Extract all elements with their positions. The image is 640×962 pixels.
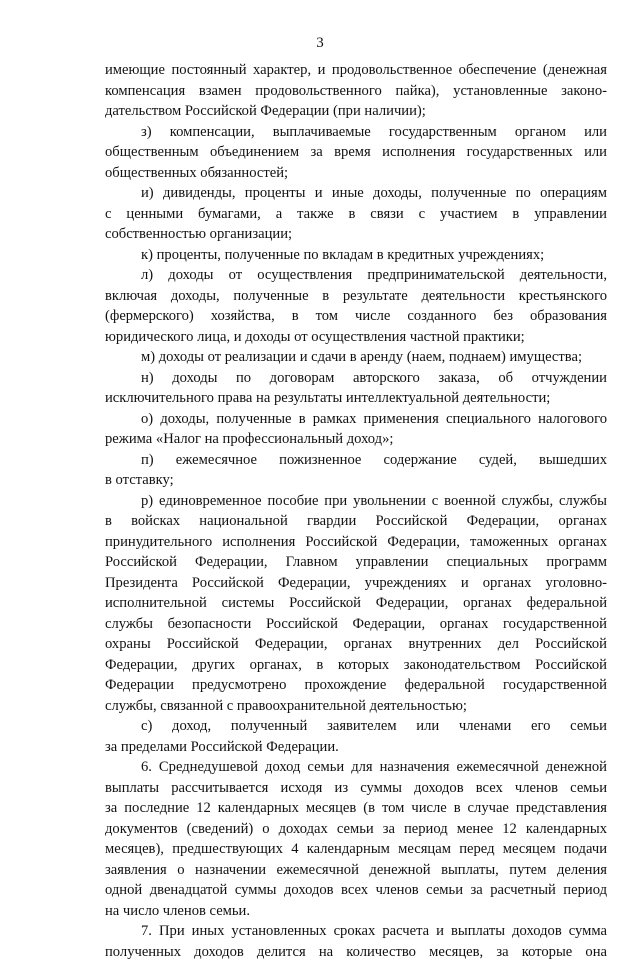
- text-line: выплаты рассчитывается исходя из суммы доходов всех членов семьи: [105, 778, 607, 799]
- document-body: [105, 60, 607, 962]
- text-line: за пределами Российской Федерации.: [105, 737, 607, 758]
- text-line: месяцев), предшествующих 4 календарным месяцам перед месяцем подачи: [105, 839, 607, 860]
- text-line: Федерации, других органах, в которых законодательством Российской: [105, 655, 607, 676]
- text-line: исполнительной системы Российской Федерации, органах федеральной: [105, 593, 607, 614]
- text-line: и) дивиденды, проценты и иные доходы, полученные по операциям: [105, 183, 607, 204]
- paragraph-item-s: [105, 716, 607, 757]
- text-line: о) доходы, полученные в рамках применения специального налогового: [105, 409, 607, 430]
- text-line: охраны Российской Федерации, органах внутренних дел Российской: [105, 634, 607, 655]
- paragraph-item-6: [105, 757, 607, 921]
- text-line: документов (сведений) о доходах семьи за период менее 12 календарных: [105, 819, 607, 840]
- text-line: Федерации предусмотрено прохождение федеральной государственной: [105, 675, 607, 696]
- text-line: Российской Федерации, Главном управлении специальных программ: [105, 552, 607, 573]
- paragraph-item-p: [105, 450, 607, 491]
- text-line: в отставку;: [105, 470, 607, 491]
- text-line: м) доходы от реализации и сдачи в аренду (наем, поднаем) имущества;: [105, 347, 607, 368]
- text-line: компенсация взамен продовольственного пайка), установленные законо-: [105, 81, 607, 102]
- text-line: включая доходы, полученные в результате деятельности крестьянского: [105, 286, 607, 307]
- text-line: имеющие постоянный характер, и продовольственное обеспечение (денежная: [105, 60, 607, 81]
- text-line: за последние 12 календарных месяцев (в том числе в случае представления: [105, 798, 607, 819]
- text-line: п) ежемесячное пожизненное содержание судей, вышедших: [105, 450, 607, 471]
- text-line: с ценными бумагами, а также в связи с участием в управлении: [105, 204, 607, 225]
- text-line: Президента Российской Федерации, учреждениях и органах уголовно-: [105, 573, 607, 594]
- page-number: 3: [0, 34, 640, 52]
- paragraph-item-7: [105, 921, 607, 962]
- text-line: з) компенсации, выплачиваемые государственным органом или: [105, 122, 607, 143]
- paragraph-item-m: [105, 347, 607, 368]
- paragraph-item-o: [105, 409, 607, 450]
- paragraph-item-k: [105, 245, 607, 266]
- text-line: одной двенадцатой суммы доходов всех членов семьи за расчетный период: [105, 880, 607, 901]
- text-line: к) проценты, полученные по вкладам в кредитных учреждениях;: [105, 245, 607, 266]
- text-line: 7. При иных установленных сроках расчета и выплаты доходов сумма: [105, 921, 607, 942]
- text-line: р) единовременное пособие при увольнении с военной службы, службы: [105, 491, 607, 512]
- text-line: н) доходы по договорам авторского заказа, об отчуждении: [105, 368, 607, 389]
- text-line: полученных доходов делится на количество месяцев, за которые она: [105, 942, 607, 962]
- text-line: собственностью организации;: [105, 224, 607, 245]
- text-line: (фермерского) хозяйства, в том числе созданного без образования: [105, 306, 607, 327]
- text-line: исключительного права на результаты интеллектуальной деятельности;: [105, 388, 607, 409]
- text-line: службы, связанной с правоохранительной деятельностью;: [105, 696, 607, 717]
- text-line: общественных обязанностей;: [105, 163, 607, 184]
- text-line: юридического лица, и доходы от осуществления частной практики;: [105, 327, 607, 348]
- text-line: режима «Налог на профессиональный доход»;: [105, 429, 607, 450]
- text-line: в войсках национальной гвардии Российской Федерации, органах: [105, 511, 607, 532]
- text-line: на число членов семьи.: [105, 901, 607, 922]
- paragraph-continuation: [105, 60, 607, 122]
- text-line: общественным объединением за время исполнения государственных или: [105, 142, 607, 163]
- text-line: службы безопасности Российской Федерации, органах государственной: [105, 614, 607, 635]
- text-line: дательством Российской Федерации (при наличии);: [105, 101, 607, 122]
- paragraph-item-n: [105, 368, 607, 409]
- text-line: 6. Среднедушевой доход семьи для назначения ежемесячной денежной: [105, 757, 607, 778]
- text-line: с) доход, полученный заявителем или членами его семьи: [105, 716, 607, 737]
- paragraph-item-z: [105, 122, 607, 184]
- text-line: принудительного исполнения Российской Федерации, таможенных органах: [105, 532, 607, 553]
- text-line: л) доходы от осуществления предпринимательской деятельности,: [105, 265, 607, 286]
- text-line: заявления о назначении ежемесячной денежной выплаты, путем деления: [105, 860, 607, 881]
- paragraph-item-i: [105, 183, 607, 245]
- paragraph-item-r: [105, 491, 607, 717]
- paragraph-item-l: [105, 265, 607, 347]
